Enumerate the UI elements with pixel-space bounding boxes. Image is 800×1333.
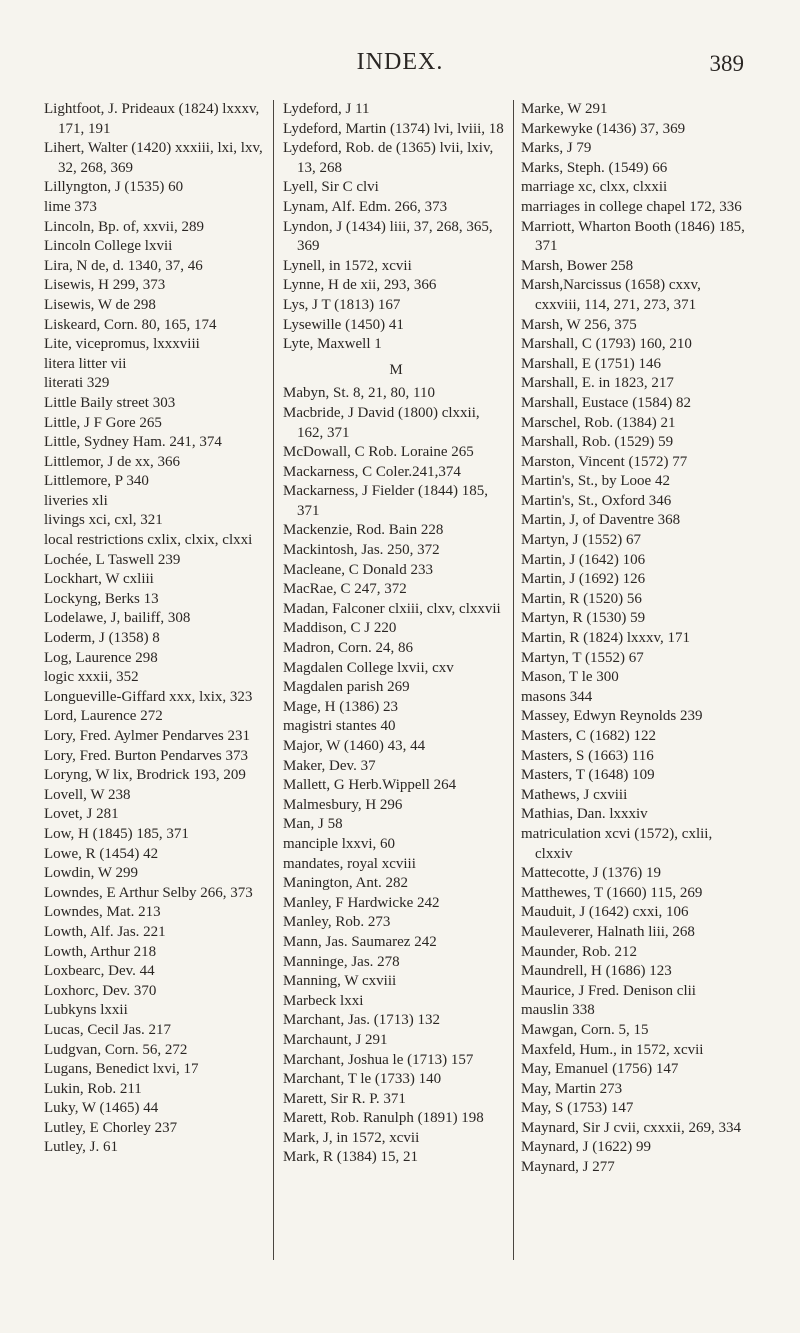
index-entry: Mage, H (1386) 23 <box>283 698 398 715</box>
index-entry: Madron, Corn. 24, 86 <box>283 640 413 657</box>
index-entry: Little Baily street 303 <box>44 394 176 411</box>
index-entry: Martyn, R (1530) 59 <box>521 610 646 627</box>
index-entry: Mallett, G Herb.Wippell 264 <box>283 777 457 794</box>
index-entry: Lincoln College lxvii <box>44 238 173 255</box>
index-entry: Little, J F Gore 265 <box>44 414 162 431</box>
index-entry: Macleane, C Donald 233 <box>283 561 433 578</box>
index-entry: Maddison, C J 220 <box>283 620 397 637</box>
index-entry: local restrictions cxlix, clxix, clxxi <box>44 532 253 549</box>
index-entry: Lysewille (1450) 41 <box>283 316 404 333</box>
index-entry: Marshall, Rob. (1529) 59 <box>521 434 674 451</box>
index-entry: Loxhorc, Dev. 370 <box>44 982 157 999</box>
index-entry: Mawgan, Corn. 5, 15 <box>521 1021 649 1038</box>
index-entry: Lite, vicepromus, lxxxviii <box>44 336 200 353</box>
index-entry: Marks, J 79 <box>521 140 592 157</box>
index-entry: Maurice, J Fred. Denison clii <box>521 982 696 999</box>
index-entry: marriages in college chapel 172, 336 <box>521 198 742 215</box>
index-entry: Macbride, J David (1800) clxxii, 162, 371 <box>283 404 480 441</box>
index-entry: Lutley, E Chorley 237 <box>44 1119 178 1136</box>
index-entry: Marbeck lxxi <box>283 992 364 1009</box>
index-entry: Mason, T le 300 <box>521 669 619 686</box>
index-entry: Marriott, Wharton Booth (1846) 185, 371 <box>521 218 745 255</box>
index-entry: Liskeard, Corn. 80, 165, 174 <box>44 316 217 333</box>
index-entry: Mark, J, in 1572, xcvii <box>283 1129 420 1146</box>
index-entry: MacRae, C 247, 372 <box>283 581 407 598</box>
index-entry: Marett, Rob. Ranulph (1891) 198 <box>283 1110 484 1127</box>
index-entry: Manning, W cxviii <box>283 973 397 990</box>
index-entry: Madan, Falconer clxiii, clxv, clxxvii <box>283 600 501 617</box>
index-entry: Lowth, Arthur 218 <box>44 943 157 960</box>
index-entry: Martin, J (1692) 126 <box>521 571 646 588</box>
index-entry: Lory, Fred. Burton Pendarves 373 <box>44 747 248 764</box>
index-entry: Lowth, Alf. Jas. 221 <box>44 923 166 940</box>
index-entry: Lightfoot, J. Prideaux (1824) lxxxv, 171, 191 <box>44 101 260 137</box>
index-entry: Lira, N de, d. 1340, 37, 46 <box>44 257 203 274</box>
index-entry: May, Emanuel (1756) 147 <box>521 1061 679 1078</box>
index-entry: Lynell, in 1572, xcvii <box>283 257 412 274</box>
index-entry: Lillyngton, J (1535) 60 <box>44 179 184 196</box>
index-entry: Martin, J, of Daventre 368 <box>521 512 681 529</box>
index-entry: Mann, Jas. Saumarez 242 <box>283 933 437 950</box>
index-entry: Lisewis, H 299, 373 <box>44 277 166 294</box>
index-column-1 <box>44 100 269 1158</box>
index-entry: Marchant, Joshua le (1713) 157 <box>283 1051 474 1068</box>
index-entry: Mackenzie, Rod. Bain 228 <box>283 522 444 539</box>
index-entry: Massey, Edwyn Reynolds 239 <box>521 708 703 725</box>
index-entry: Marke, W 291 <box>521 101 608 117</box>
index-entry: Masters, S (1663) 116 <box>521 747 654 764</box>
index-entry: May, S (1753) 147 <box>521 1100 634 1117</box>
index-entry: Matthewes, T (1660) 115, 269 <box>521 884 703 901</box>
index-entry: Mackarness, J Fielder (1844) 185, 371 <box>283 483 488 519</box>
index-entry: Markewyke (1436) 37, 369 <box>521 120 686 137</box>
index-entry: Little, Sydney Ham. 241, 374 <box>44 434 222 451</box>
index-entry: Marsh, Bower 258 <box>521 257 634 274</box>
index-entry: Mabyn, St. 8, 21, 80, 110 <box>283 385 435 402</box>
index-entry: Mathews, J cxviii <box>521 786 628 803</box>
index-entry: literati 329 <box>44 375 110 392</box>
index-entry: Masters, C (1682) 122 <box>521 728 656 744</box>
index-entry: Marett, Sir R. P. 371 <box>283 1090 406 1107</box>
index-entry: Maundrell, H (1686) 123 <box>521 963 672 980</box>
index-column-2 <box>283 100 509 1168</box>
index-entry: Martyn, T (1552) 67 <box>521 649 644 666</box>
page-number: 389 <box>709 51 744 76</box>
index-entry: Manninge, Jas. 278 <box>283 953 400 970</box>
index-entry: Magdalen parish 269 <box>283 679 410 696</box>
index-entry: Lory, Fred. Aylmer Pendarves 231 <box>44 728 250 744</box>
index-entry: manciple lxxvi, 60 <box>283 835 396 852</box>
index-entry: livings xci, cxl, 321 <box>44 512 163 529</box>
index-entry: Major, W (1460) 43, 44 <box>283 738 426 754</box>
index-entry: Maker, Dev. 37 <box>283 757 376 774</box>
index-entry: Martyn, J (1552) 67 <box>521 532 641 549</box>
index-entry: Marsh, W 256, 375 <box>521 316 637 333</box>
index-entry: Luky, W (1465) 44 <box>44 1100 159 1117</box>
index-entry: matriculation xcvi (1572), cxlii, clxxiv <box>521 825 713 862</box>
index-entry: Ludgvan, Corn. 56, 272 <box>44 1041 188 1058</box>
index-entry: Marshall, Eustace (1584) 82 <box>521 394 691 411</box>
index-entry: Lovet, J 281 <box>44 806 119 823</box>
index-entry: mauslin 338 <box>521 1002 595 1019</box>
index-entry: Lydeford, Martin (1374) lvi, lviii, 18 <box>283 120 504 137</box>
index-entry: Lydeford, J 11 <box>283 101 370 117</box>
column-divider <box>273 100 274 1260</box>
index-entry: Mackintosh, Jas. 250, 372 <box>283 542 440 559</box>
index-title: INDEX. <box>356 49 444 75</box>
index-entry: Lowndes, E Arthur Selby 266, 373 <box>44 884 253 901</box>
index-entry: mandates, royal xcviii <box>283 855 416 872</box>
index-entry: Martin's, St., by Looe 42 <box>521 473 670 490</box>
index-entry: Martin, J (1642) 106 <box>521 551 646 568</box>
index-entry: Maynard, Sir J cvii, cxxxii, 269, 334 <box>521 1119 741 1136</box>
index-entry: Lucas, Cecil Jas. 217 <box>44 1021 172 1038</box>
section-letter: M <box>389 361 403 378</box>
index-entry: Marshall, E. in 1823, 217 <box>521 375 674 392</box>
index-entry: Loderm, J (1358) 8 <box>44 630 160 647</box>
index-entry: Lowe, R (1454) 42 <box>44 845 159 862</box>
index-entry: Maunder, Rob. 212 <box>521 943 638 960</box>
index-entry: Mackarness, C Coler.241,374 <box>283 463 461 480</box>
index-entry: magistri stantes 40 <box>283 718 396 735</box>
index-entry: Lynne, H de xii, 293, 366 <box>283 277 437 294</box>
index-entry: Malmesbury, H 296 <box>283 796 403 813</box>
index-entry: Lyell, Sir C clvi <box>283 179 379 196</box>
index-entry: masons 344 <box>521 688 593 705</box>
index-entry: Mattecotte, J (1376) 19 <box>521 865 661 882</box>
index-entry: Lord, Laurence 272 <box>44 708 163 725</box>
index-entry: Littlemor, J de xx, 366 <box>44 453 181 470</box>
index-entry: Lisewis, W de 298 <box>44 296 156 313</box>
index-entry: Littlemore, P 340 <box>44 473 149 490</box>
index-entry: Martin, R (1520) 56 <box>521 590 642 607</box>
index-entry: Magdalen College lxvii, cxv <box>283 659 454 676</box>
index-entry: Mauleverer, Halnath liii, 268 <box>521 923 695 940</box>
index-column-3 <box>521 100 749 1178</box>
index-entry: Mathias, Dan. lxxxiv <box>521 806 648 823</box>
index-entry: litera litter vii <box>44 355 127 372</box>
index-entry: Lovell, W 238 <box>44 786 131 803</box>
index-entry: Marshall, E (1751) 146 <box>521 355 661 372</box>
index-entry: Maynard, J 277 <box>521 1159 615 1176</box>
index-entry: Log, Laurence 298 <box>44 649 158 666</box>
index-entry: Lincoln, Bp. of, xxvii, 289 <box>44 218 204 235</box>
index-entry: Lugans, Benedict lxvi, 17 <box>44 1061 199 1078</box>
index-entry: Longueville-Giffard xxx, lxix, 323 <box>44 688 253 705</box>
index-entry: Mauduit, J (1642) cxxi, 106 <box>521 904 689 921</box>
index-entry: Loryng, W lix, Brodrick 193, 209 <box>44 767 246 784</box>
index-entry: Mark, R (1384) 15, 21 <box>283 1149 418 1166</box>
index-entry: Loxbearc, Dev. 44 <box>44 963 155 980</box>
index-entry: Lowdin, W 299 <box>44 865 139 882</box>
index-entry: Martin, R (1824) lxxxv, 171 <box>521 630 691 647</box>
index-entry: Marchaunt, J 291 <box>283 1031 388 1048</box>
index-entry: Lutley, J. 61 <box>44 1139 119 1156</box>
index-entry: Manington, Ant. 282 <box>283 875 409 892</box>
index-entry: Manley, F Hardwicke 242 <box>283 894 440 911</box>
index-entry: Lynam, Alf. Edm. 266, 373 <box>283 198 448 215</box>
index-entry: Marston, Vincent (1572) 77 <box>521 453 688 470</box>
index-entry: Marks, Steph. (1549) 66 <box>521 159 668 176</box>
index-entry: logic xxxii, 352 <box>44 669 139 686</box>
index-entry: Lihert, Walter (1420) xxxiii, lxi, lxv, 32, 268, 369 <box>44 140 263 176</box>
index-entry: Lodelawe, J, bailiff, 308 <box>44 610 191 627</box>
index-entry: lime 373 <box>44 198 97 215</box>
index-entry: Marchant, T le (1733) 140 <box>283 1071 442 1088</box>
index-entry: Masters, T (1648) 109 <box>521 767 655 784</box>
index-entry: May, Martin 273 <box>521 1080 623 1097</box>
index-entry: McDowall, C Rob. Loraine 265 <box>283 444 474 461</box>
index-entry: Lyte, Maxwell 1 <box>283 336 382 353</box>
index-entry: Lockhart, W cxliii <box>44 571 154 588</box>
index-entry: Maxfeld, Hum., in 1572, xcvii <box>521 1041 704 1058</box>
index-entry: Low, H (1845) 185, 371 <box>44 825 189 842</box>
index-entry: Marchant, Jas. (1713) 132 <box>283 1012 441 1029</box>
index-entry: Maynard, J (1622) 99 <box>521 1139 651 1156</box>
page-header <box>0 47 800 87</box>
index-entry: Lockyng, Berks 13 <box>44 590 159 607</box>
index-entry: Marshall, C (1793) 160, 210 <box>521 336 692 353</box>
index-entry: Martin's, St., Oxford 346 <box>521 492 672 509</box>
index-entry: Lochée, L Taswell 239 <box>44 551 181 568</box>
index-entry: liveries xli <box>44 492 108 509</box>
index-entry: Manley, Rob. 273 <box>283 914 391 931</box>
index-entry: Man, J 58 <box>283 816 343 833</box>
index-entry: Marsh,Narcissus (1658) cxxv, cxxviii, 114, 271, 273, 371 <box>521 277 701 313</box>
column-divider <box>513 100 514 1260</box>
index-entry: Marschel, Rob. (1384) 21 <box>521 414 676 431</box>
index-entry: marriage xc, clxx, clxxii <box>521 179 668 196</box>
index-entry: Lyndon, J (1434) liii, 37, 268, 365, 369 <box>283 218 493 255</box>
index-entry: Lukin, Rob. 211 <box>44 1080 142 1097</box>
index-entry: Lubkyns lxxii <box>44 1002 128 1019</box>
index-entry: Lys, J T (1813) 167 <box>283 296 401 313</box>
index-entry: Lydeford, Rob. de (1365) lvii, lxiv, 13, 268 <box>283 140 494 176</box>
index-entry: Lowndes, Mat. 213 <box>44 904 161 921</box>
